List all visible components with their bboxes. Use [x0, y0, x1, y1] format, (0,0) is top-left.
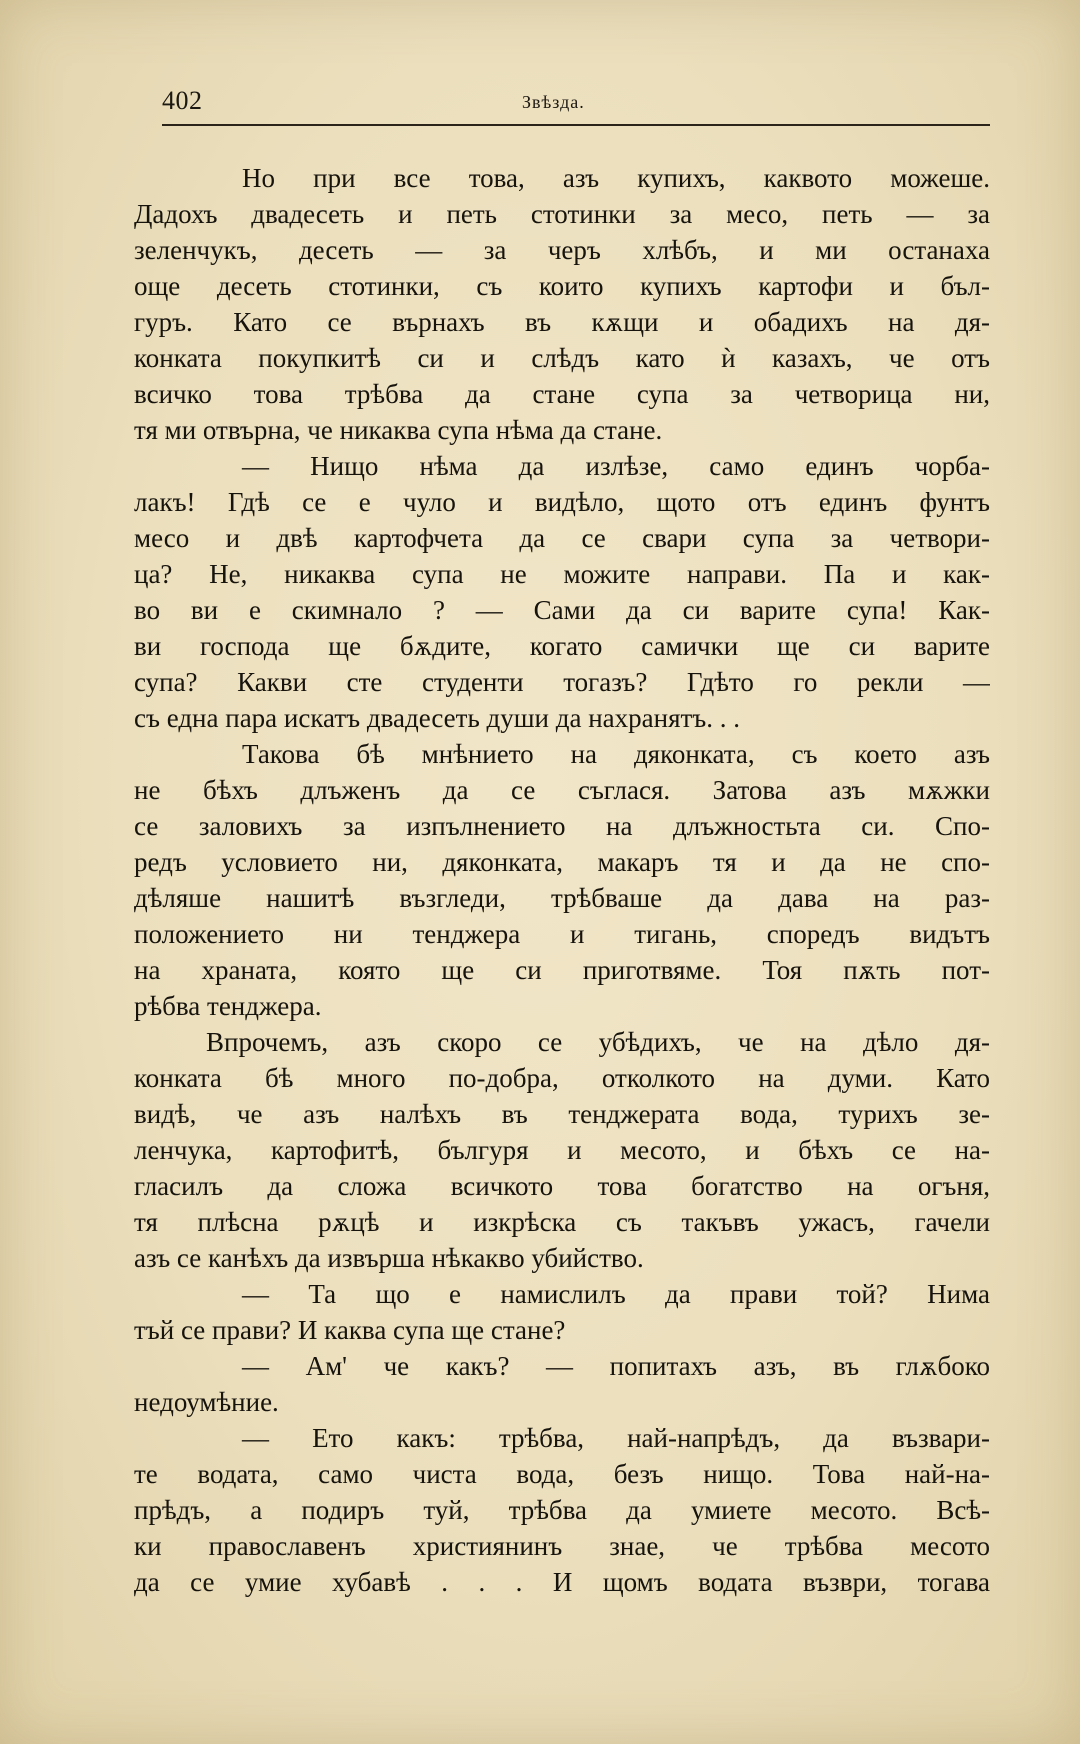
text-line: видѣ, че азъ налѣхъ въ тенджерата вода, турихъ зе-: [134, 1099, 990, 1129]
text-line: — Ам' че какъ? — попитахъ азъ, въ глѫбоко: [242, 1351, 990, 1381]
text-line: конката бѣ много по-добра, отколкото на думи. Като: [134, 1063, 990, 1093]
body-text: [134, 160, 990, 1600]
text-line: на храната, която ще си приготвяме. Тоя пѫть пот-: [134, 955, 990, 985]
running-title: Звѣзда.: [522, 92, 585, 112]
text-line: прѣдъ, а подиръ туй, трѣбва да умиете месото. Всѣ-: [134, 1495, 990, 1525]
text-line: азъ се канѣхъ да извърша нѣкакво убийство.: [134, 1243, 644, 1273]
page-number: 402: [162, 86, 203, 115]
text-line: Но при все това, азъ купихъ, каквото можеше.: [242, 163, 990, 193]
text-line: те водата, само чиста вода, безъ нищо. Това най-на-: [134, 1459, 990, 1489]
text-line: ленчука, картофитѣ, бългуря и месото, и бѣхъ се на-: [134, 1135, 990, 1165]
text-line: всичко това трѣбва да стане супа за четворица ни,: [134, 379, 990, 409]
text-line: недоумѣние.: [134, 1387, 279, 1417]
text-line: дѣляше нашитѣ възгледи, трѣбваше да дава на раз-: [134, 883, 990, 913]
text-line: положението ни тенджера и тигань, споредъ видътъ: [134, 919, 990, 949]
text-line: тя ми отвърна, че никаква супа нѣма да стане.: [134, 415, 663, 445]
header-rule: [162, 124, 990, 126]
text-line: лакъ! Гдѣ се е чуло и видѣло, щото отъ единъ фунтъ: [134, 487, 990, 517]
text-line: да се умие хубавѣ . . . И щомъ водата възври, тогава: [134, 1567, 990, 1597]
text-line: месо и двѣ картофчета да се свари супа за четвори-: [134, 523, 990, 553]
text-line: се заловихъ за изпълнението на длъжностьта си. Спо-: [134, 811, 990, 841]
page-header: [162, 86, 990, 120]
text-line: рѣбва тенджера.: [134, 991, 322, 1021]
text-line: гуръ. Като се върнахъ въ кѫщи и обадихъ на дя-: [134, 307, 990, 337]
text-line: зеленчукъ, десеть — за черъ хлѣбъ, и ми останаха: [134, 235, 990, 265]
text-line: — Нищо нѣма да излѣзе, само единъ чорба-: [242, 451, 990, 481]
text-line: съ една пара искатъ двадесеть души да нахранятъ. . .: [134, 703, 741, 733]
text-line: — Та що е намислилъ да прави той? Нима: [242, 1279, 990, 1309]
text-line: Такова бѣ мнѣнието на дяконката, съ което азъ: [242, 739, 990, 769]
text-line: ца? Не, никаква супа не можите направи. Па и как-: [134, 559, 990, 589]
text-line: ви господа ще бѫдите, когато самички ще си варите: [134, 631, 990, 661]
text-line: още десеть стотинки, съ които купихъ картофи и бъл-: [134, 271, 990, 301]
text-line: — Ето какъ: трѣбва, най-напрѣдъ, да възвари-: [242, 1423, 990, 1453]
text-line: не бѣхъ длъженъ да се съглася. Затова азъ мѫжки: [134, 775, 990, 805]
text-line: конката покупкитѣ си и слѣдъ като ѝ казахъ, че отъ: [134, 343, 990, 373]
text-line: Впрочемъ, азъ скоро се убѣдихъ, че на дѣло дя-: [206, 1027, 990, 1057]
text-line: тя плѣсна рѫцѣ и изкрѣска съ такъвъ ужасъ, гачели: [134, 1207, 990, 1237]
text-line: Дадохъ двадесеть и петь стотинки за месо, петь — за: [134, 199, 990, 229]
text-line: тъй се прави? И каква супа ще стане?: [134, 1315, 566, 1345]
text-line: гласилъ да сложа всичкото това богатство на огъня,: [134, 1171, 990, 1201]
text-line: ки православенъ християнинъ знае, че трѣбва месото: [134, 1531, 990, 1561]
text-line: во ви е скимнало ? — Сами да си варите супа! Как-: [134, 595, 990, 625]
text-line: супа? Какви сте студенти тогазъ? Гдѣто го рекли —: [134, 667, 990, 697]
text-line: редъ условието ни, дяконката, макаръ тя и да не спо-: [134, 847, 990, 877]
